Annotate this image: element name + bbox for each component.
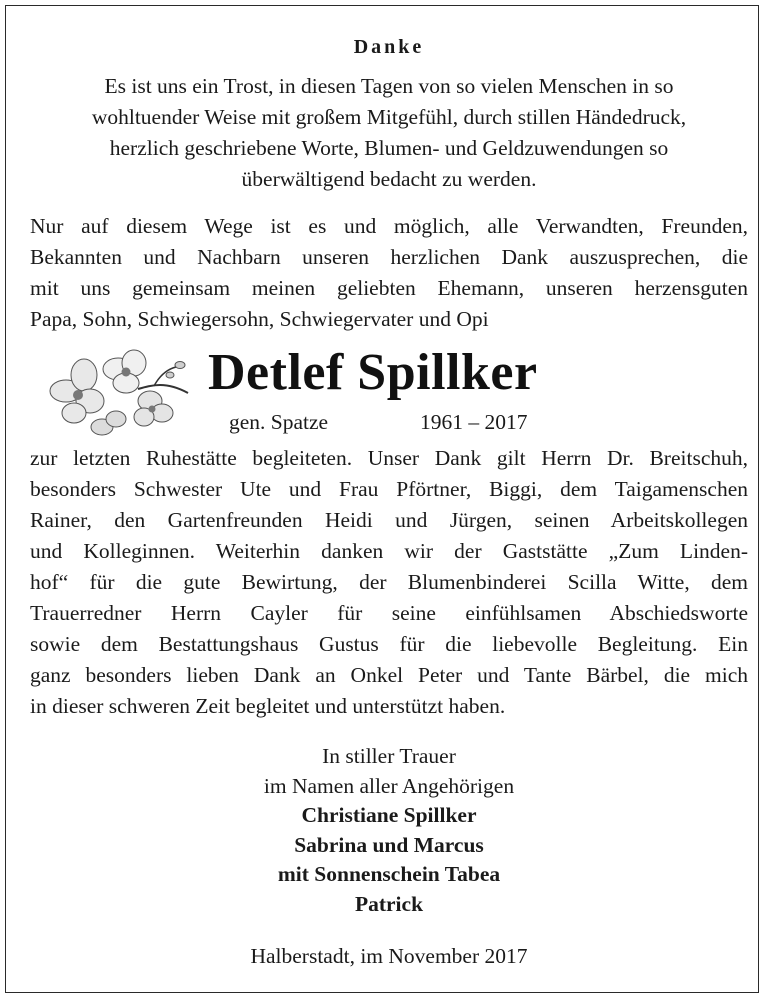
nickname: gen. Spatze (229, 410, 329, 434)
body-line: Rainer, den Gartenfreunden Heidi und Jürgen, seinen Arbeitskollegen (30, 508, 748, 532)
notice-content (30, 32, 748, 972)
notice-frame (5, 5, 759, 993)
signoff-line: In stiller Trauer (322, 744, 456, 768)
body-line: besonders Schwester Ute und Frau Pförtner, Biggi, dem Taigamenschen (30, 477, 748, 501)
second-line: Bekannten und Nachbarn unseren herzlichen Dank auszusprechen, die (30, 245, 748, 269)
deceased-block (30, 343, 748, 443)
body-line: in dieser schweren Zeit begleitet und unterstützt haben. (30, 694, 506, 718)
signoff-block (30, 742, 748, 919)
deceased-name: Detlef Spillker (208, 344, 538, 401)
signoff-line: im Namen aller Angehörigen (263, 773, 515, 798)
second-line: Papa, Sohn, Schwiegersohn, Schwiegervater und Opi (30, 307, 489, 331)
intro-paragraph (30, 71, 748, 195)
second-line: mit uns gemeinsam meinen geliebten Ehemann, unseren herzensguten (30, 276, 748, 300)
body-line: hof“ für die gute Bewirtung, der Blumenbinderei Scilla Witte, dem (30, 570, 748, 594)
intro-line: Es ist uns ein Trost, in diesen Tagen von so vielen Menschen in so (104, 74, 674, 98)
intro-line: wohltuender Weise mit großem Mitgefühl, durch stillen Händedruck, (91, 105, 687, 129)
family-name: Sabrina und Marcus (294, 832, 484, 857)
body-line: sowie dem Bestattungshaus Gustus für die liebevolle Begleitung. Ein (30, 632, 748, 656)
body-line: Trauerredner Herrn Cayler für seine einfühlsamen Abschiedsworte (30, 601, 748, 625)
intro-line: herzlich geschriebene Worte, Blumen- und Geldzuwendungen so (109, 136, 669, 160)
orchid-branch-icon (42, 345, 194, 441)
second-line: Nur auf diesem Wege ist es und möglich, alle Verwandten, Freunden, (30, 214, 748, 238)
family-name: Christiane Spillker (301, 803, 477, 827)
body-paragraph (30, 443, 748, 722)
family-name: mit Sonnenschein Tabea (277, 862, 501, 886)
notice-heading: Danke (353, 36, 425, 58)
body-line: ganz besonders lieben Dank an Onkel Peter und Tante Bärbel, die mich (30, 663, 748, 687)
place-date: Halberstadt, im November 2017 (250, 944, 528, 968)
intro-line: überwältigend bedacht zu werden. (241, 167, 537, 191)
body-line: zur letzten Ruhestätte begleiteten. Unser Dank gilt Herrn Dr. Breitschuh, (30, 446, 748, 470)
family-name: Patrick (354, 891, 424, 916)
second-paragraph (30, 211, 748, 335)
life-years: 1961 – 2017 (420, 410, 528, 434)
body-line: und Kolleginnen. Weiterhin danken wir der Gaststätte „Zum Linden- (30, 539, 748, 563)
